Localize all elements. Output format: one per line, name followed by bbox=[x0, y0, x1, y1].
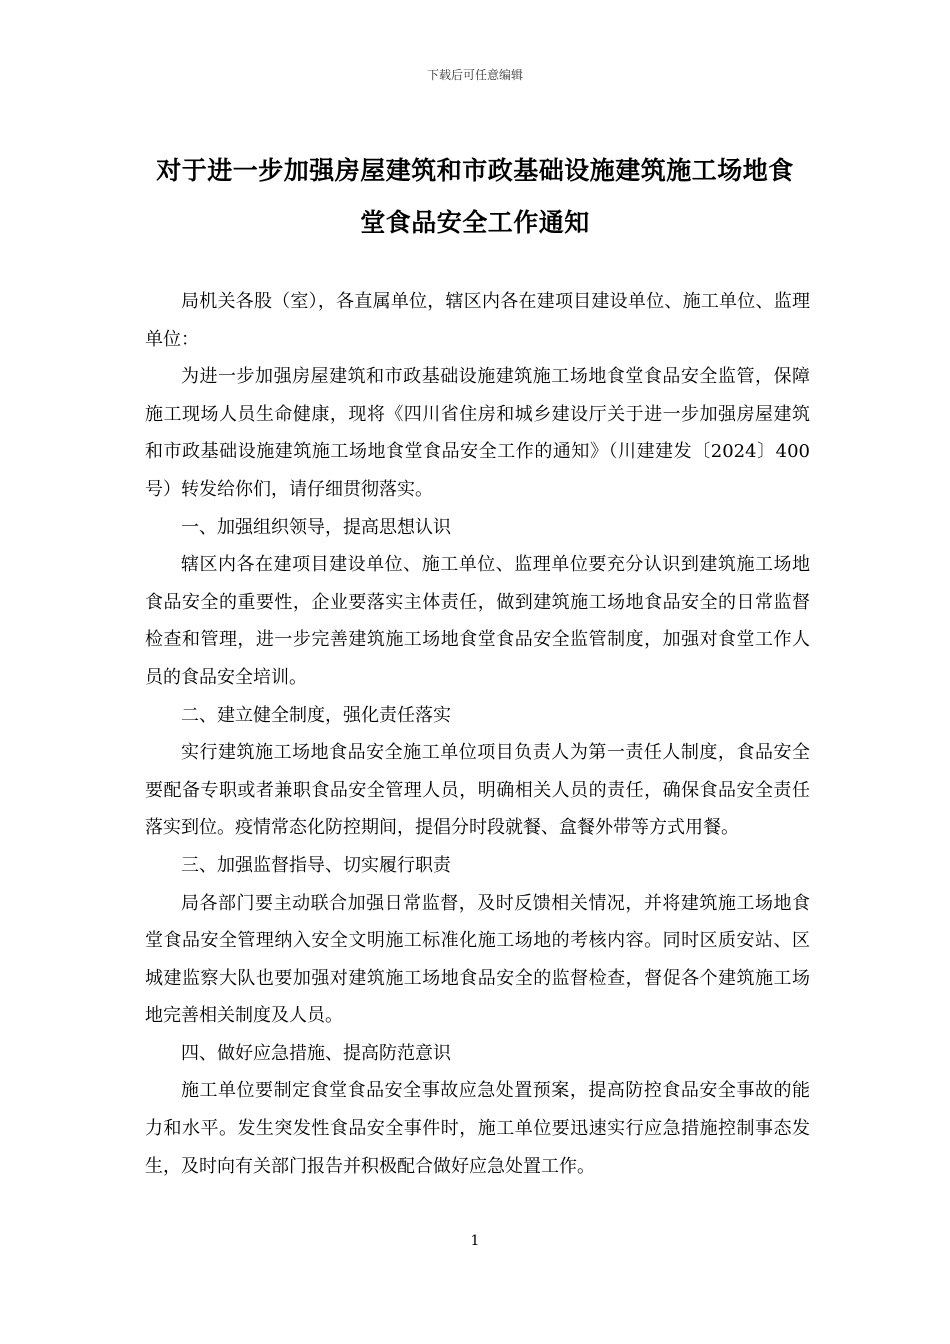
section-heading-2: 二、建立健全制度，强化责任落实 bbox=[181, 704, 451, 726]
section-heading-4: 四、做好应急措施、提高防范意识 bbox=[181, 1042, 451, 1064]
title-line-1: 对于进一步加强房屋建筑和市政基础设施建筑施工场地食 bbox=[156, 156, 794, 185]
header-note: 下载后可任意编辑 bbox=[426, 68, 523, 82]
section-body-1: 辖区内各在建项目建设单位、施工单位、监理单位要充分认识到建筑施工场地食品安全的重要性，企业要落实主体责任，做到建筑施工场地食品安全的日常监督检查和管理，进一步完善建筑施工场地食堂食品安全监管制度，加强对食堂工作人员的食品安全培训。 bbox=[145, 554, 810, 688]
title-line-2: 堂食品安全工作通知 bbox=[360, 208, 590, 237]
section-body-4: 施工单位要制定食堂食品安全事故应急处置预案，提高防控食品安全事故的能力和水平。发生突发性食品安全事件时，施工单位要迅速实行应急措施控制事态发生，及时向有关部门报告并积极配合做好应急处置工作。 bbox=[145, 1080, 810, 1177]
salutation: 局机关各股（室），各直属单位，辖区内各在建项目建设单位、施工单位、监理单位： bbox=[145, 291, 810, 350]
document-body bbox=[145, 283, 810, 1185]
page-number: 1 bbox=[470, 1233, 480, 1249]
document-title bbox=[140, 145, 810, 249]
section-body-3: 局各部门要主动联合加强日常监督，及时反馈相关情况，并将建筑施工场地食堂食品安全管理纳入安全文明施工标准化施工场地的考核内容。同时区质安站、区城建监察大队也要加强对建筑施工场地食品安全的监督检查，督促各个建筑施工场地完善相关制度及人员。 bbox=[145, 892, 810, 1027]
section-body-2: 实行建筑施工场地食品安全施工单位项目负责人为第一责任人制度，食品安全要配备专职或者兼职食品安全管理人员，明确相关人员的责任，确保食品安全责任落实到位。疫情常态化防控期间，提倡分时段就餐、盒餐外带等方式用餐。 bbox=[145, 742, 810, 839]
section-heading-1: 一、加强组织领导，提高思想认识 bbox=[181, 516, 451, 538]
intro-paragraph: 为进一步加强房屋建筑和市政基础设施建筑施工场地食堂食品安全监管，保障施工现场人员生命健康，现将《四川省住房和城乡建设厅关于进一步加强房屋建筑和市政基础设施建筑施工场地食堂食品安全工作的通知》（川建建发〔2024〕400号）转发给你们，请仔细贯彻落实。 bbox=[145, 366, 810, 500]
section-heading-3: 三、加强监督指导、切实履行职责 bbox=[181, 854, 451, 876]
